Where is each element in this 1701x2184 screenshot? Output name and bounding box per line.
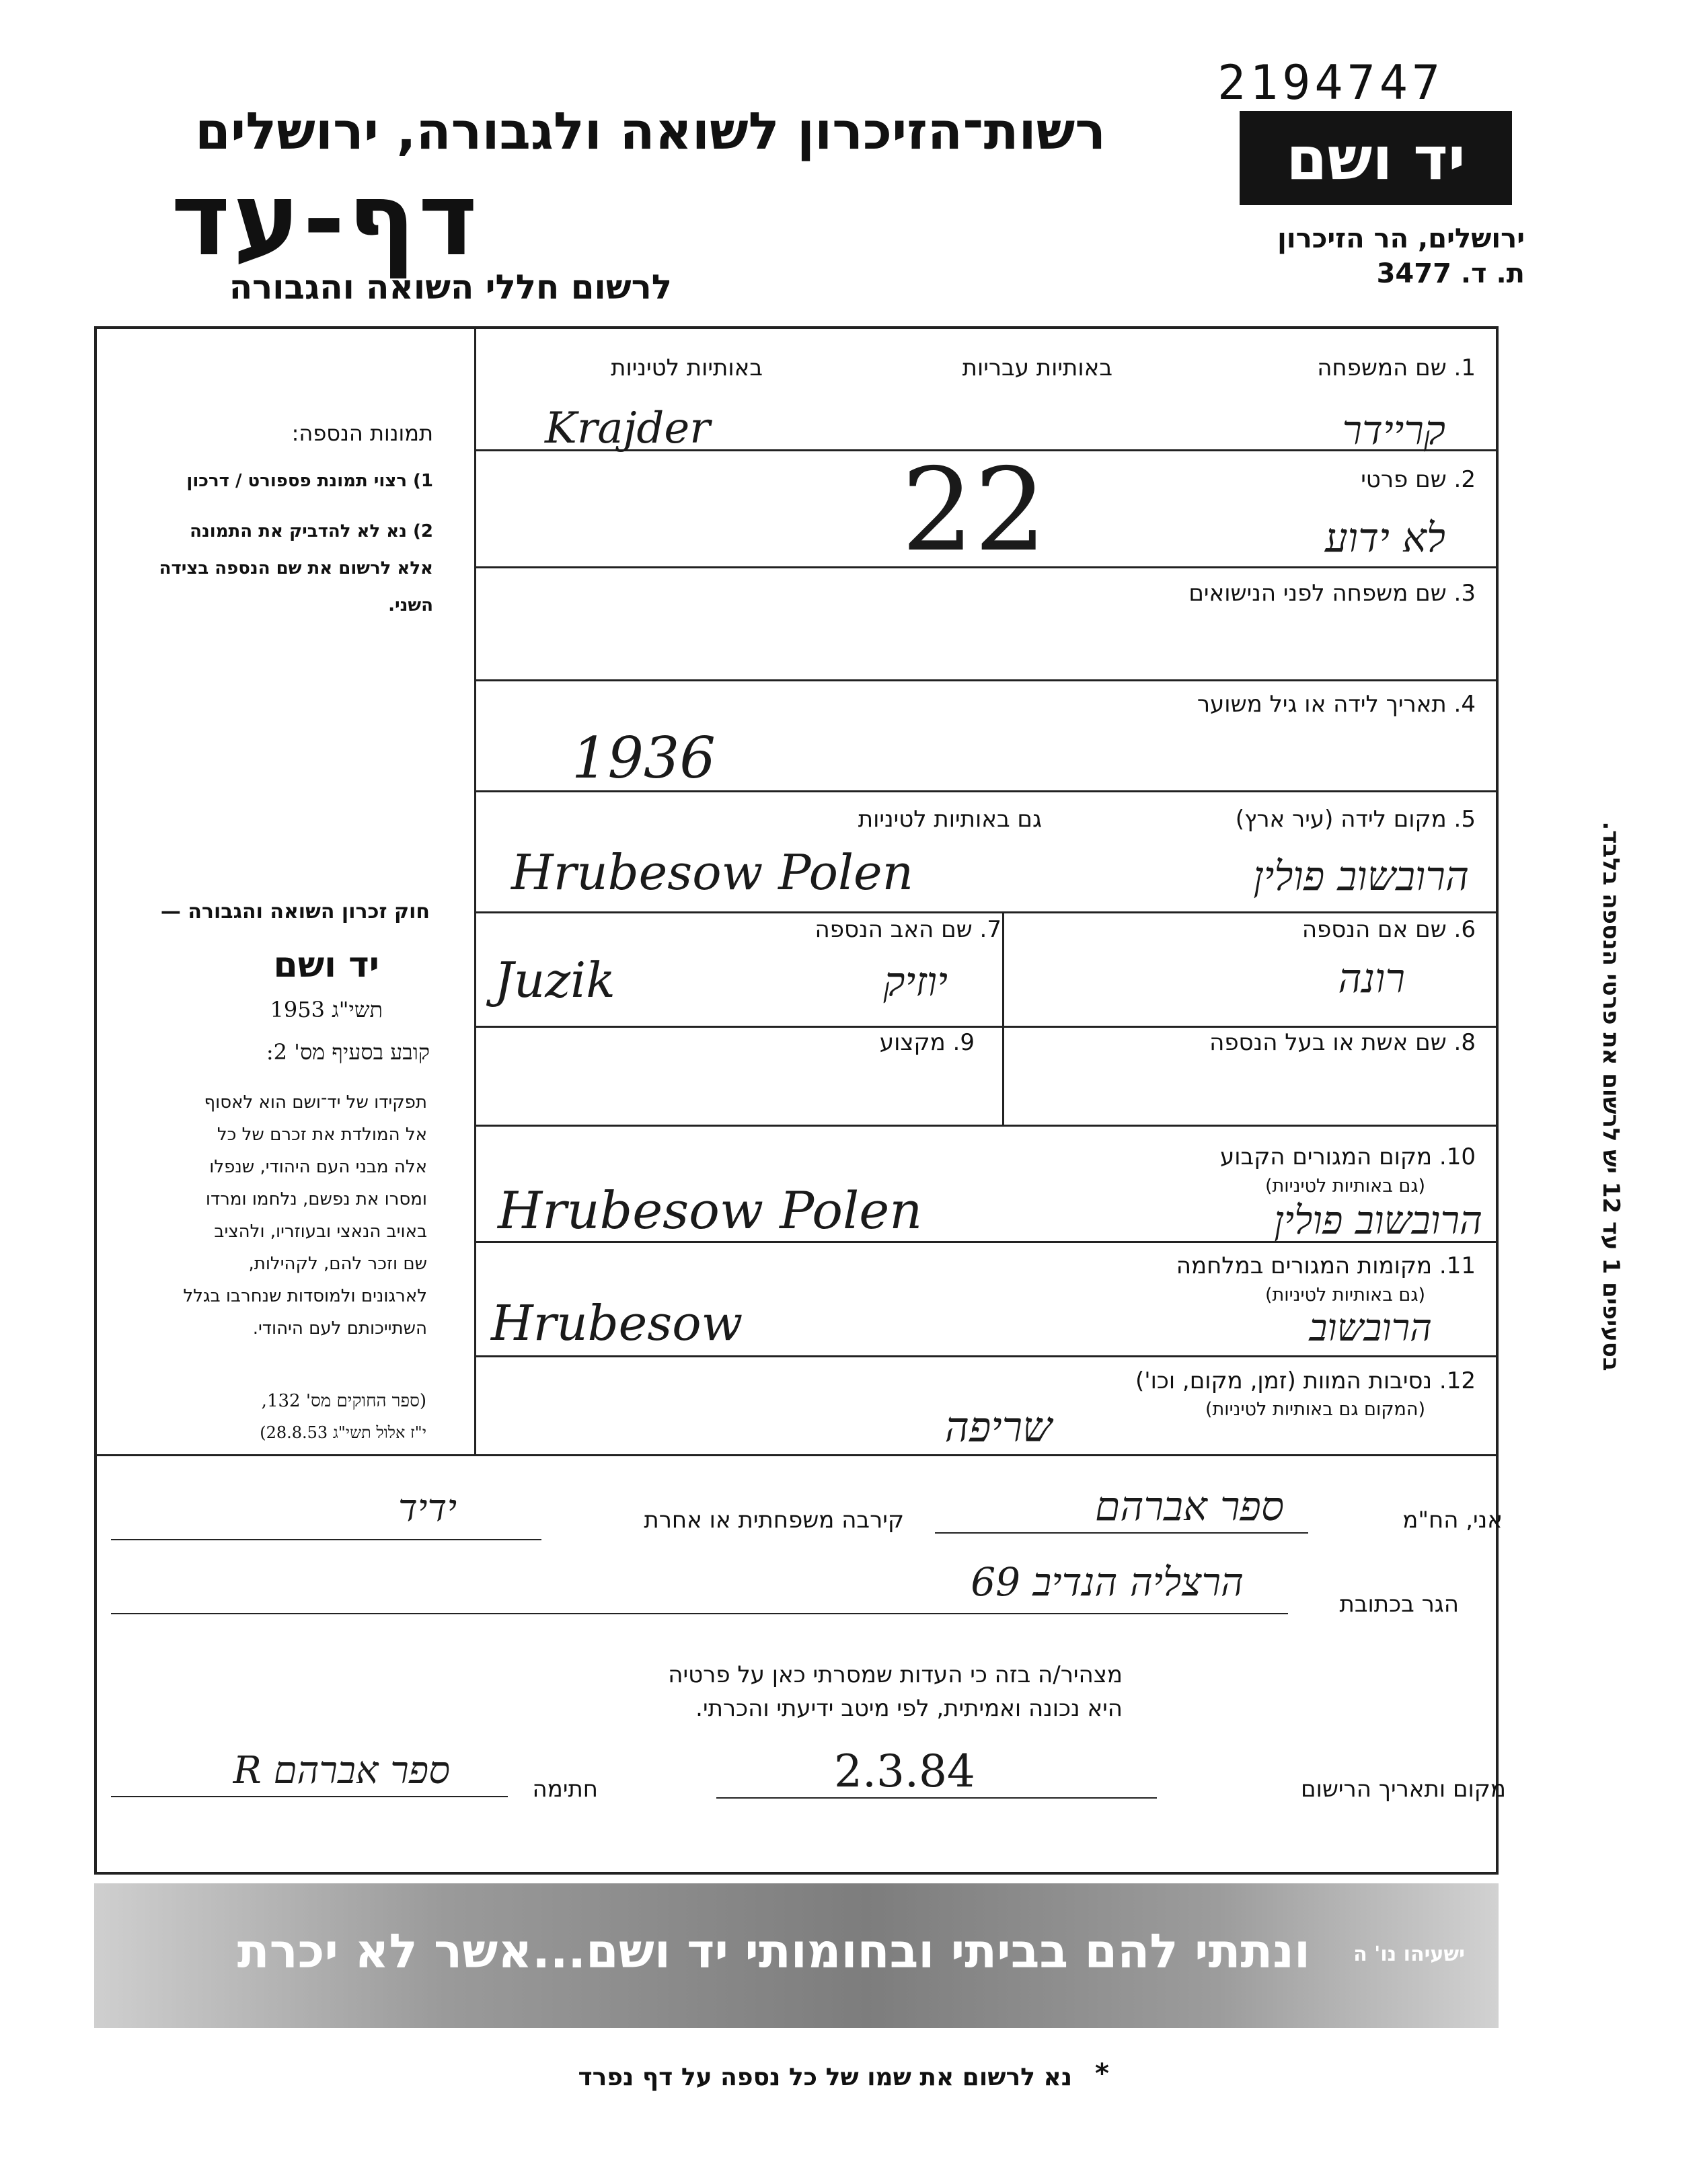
declarant-value: ספר אברהם: [1094, 1483, 1284, 1530]
mother-name-label: 6. שם אם הנספה: [1301, 916, 1476, 943]
law-text-line: לארגונים ולמוסדות שנחרבו בגלל: [183, 1286, 427, 1306]
photo-instruction-2-line-2: אלא לרשום את שם הנספה בצידה: [159, 558, 433, 578]
rule-3: [474, 679, 1497, 681]
signature-value: R ספר אברהם: [233, 1749, 450, 1793]
place-date-line: [716, 1797, 1157, 1799]
law-text-line: אלה מבני העם היהודי, שנפלו: [209, 1157, 427, 1177]
law-title: חוק זכרון השואה והגבורה —: [160, 900, 430, 924]
photo-title: תמונות הנספה:: [291, 420, 433, 446]
handwritten-mark: 22: [901, 444, 1047, 577]
banner-quote: ונתתי להם בביתי ובחומותי יד ושם...אשר לא יכרת: [237, 1924, 1310, 1979]
father-name-latin: Juzik: [494, 952, 615, 1008]
permanent-residence-note: (גם באותיות לטיניות): [1264, 1176, 1425, 1197]
declarant-label: אני, הח"מ: [1402, 1507, 1503, 1534]
address-line-2: ת. ד. 3477: [1376, 258, 1525, 289]
permanent-residence-latin: Hrubesow Polen: [498, 1180, 923, 1240]
address-label: הגר בכתובת: [1339, 1591, 1459, 1618]
authority-name: רשות־הזיכרון לשואה ולגבורה, ירושלים: [195, 101, 1106, 161]
yad-vashem-logo: [1240, 111, 1512, 205]
photo-instruction-2-line-1: 2) נא לא להדביק את התמונה: [190, 521, 433, 541]
logo-text: יד ושם: [1286, 123, 1466, 193]
birth-place-hebrew: הרובשוב פולין: [1253, 853, 1469, 900]
law-text-line: באויב הנאצי ובעוזריו, ולהציב: [214, 1221, 427, 1242]
mid-divider: [1002, 911, 1004, 1127]
wartime-residence-latin: Hrubesow: [491, 1295, 743, 1351]
permanent-residence-label: 10. מקום המגורים הקבוע: [1219, 1143, 1476, 1170]
sidebar-divider: [474, 326, 476, 1456]
address-line: [111, 1613, 1288, 1614]
law-clause: קובע בסעיף מס' 2:: [266, 1039, 430, 1065]
rule-7: [474, 1125, 1497, 1127]
law-text-line: תפקידו של יד־ושם הוא לאסוף: [204, 1092, 427, 1113]
law-text-line: השתייכותם לעם היהודי.: [252, 1318, 427, 1339]
photo-instruction-1: 1) רצוי תמונת פספורט / דרכון: [186, 471, 433, 491]
father-name-hebrew: יוזיק: [883, 958, 948, 1006]
signature-line: [111, 1796, 508, 1797]
address-line-1: ירושלים, הר הזיכרון: [1277, 223, 1525, 254]
right-margin-note: בסעיפים 1 עד 12 יש לרשום את פרטי הנספה בלבד.: [1597, 821, 1624, 1371]
law-year: תשי"ג 1953: [270, 997, 383, 1022]
mother-name-value: רונה: [1338, 955, 1405, 1002]
law-date: י"ז אלול תשי"ג 28.8.53): [260, 1423, 426, 1442]
birth-place-latin: Hrubesow Polen: [511, 844, 913, 901]
death-circumstances-label: 12. נסיבות המוות (זמן, מקום, וכו'): [1135, 1367, 1476, 1394]
photo-instruction-2-line-3: השני.: [388, 595, 433, 615]
signature-label: חתימה: [532, 1776, 598, 1803]
wartime-residence-label: 11. מקומות המגורים במלחמה: [1176, 1252, 1476, 1279]
banner-source: ישעיהו נו' ה: [1353, 1943, 1465, 1966]
family-name-label: 1. שם המשפחה: [1317, 354, 1476, 381]
statement-line-1: מצהיר/ה בזה כי העדות שמסרתי כאן על פרטיה: [668, 1661, 1123, 1688]
place-date-value: 2.3.84: [834, 1745, 975, 1797]
rule-5: [474, 911, 1497, 913]
first-name-value: לא ידוע: [1324, 515, 1445, 562]
footer-asterisk: *: [1095, 2058, 1109, 2089]
maiden-name-label: 3. שם משפחה לפני הנישואים: [1188, 580, 1476, 607]
law-source: (ספר החוקים מס' 132,: [261, 1391, 426, 1411]
spouse-name-label: 8. שם אשת או בעל הנספה: [1209, 1029, 1476, 1056]
law-text-line: ומסרו את נפשם, נלחמו ומרדו: [205, 1189, 427, 1209]
birth-place-latin-header: גם באותיות לטיניות: [858, 806, 1042, 833]
first-name-label: 2. שם פרטי: [1361, 466, 1476, 493]
death-circumstances-value: שריפה: [944, 1402, 1052, 1452]
profession-label: 9. מקצוע: [879, 1029, 975, 1056]
place-date-label: מקום ותאריך הרישום: [1301, 1776, 1506, 1803]
relation-value: ידיד: [398, 1486, 457, 1530]
father-name-label: 7. שם האב הנספה: [815, 916, 1001, 943]
wartime-residence-hebrew: הרובשוב: [1309, 1306, 1432, 1350]
law-text-line: שם וזכר להם, לקהילות,: [248, 1254, 427, 1274]
statement-line-2: היא נכונה ואמיתית, לפי מיטב ידיעתי והכרתי.: [695, 1695, 1123, 1722]
family-name-latin: Krajder: [545, 404, 710, 453]
birth-date-label: 4. תאריך לידה או גיל משוער: [1197, 691, 1476, 718]
law-text-line: אל המולדת את זכרם של כל: [217, 1125, 427, 1145]
col-hebrew-header: באותיות עבריות: [962, 354, 1112, 381]
address-value: הרצליה הנדיב 69: [971, 1559, 1244, 1605]
family-name-hebrew: קריידר: [1342, 407, 1445, 454]
wartime-residence-note: (גם באותיות לטיניות): [1264, 1285, 1425, 1306]
rule-10: [94, 1454, 1499, 1456]
footer-note: נא לרשום את שמו של כל נספה על דף נפרד: [578, 2064, 1072, 2091]
relation-line: [111, 1539, 541, 1540]
law-text: [121, 1086, 427, 1345]
form-subtitle: לרשום חללי השואה והגבורה: [229, 268, 672, 307]
death-circumstances-note: (המקום גם באותיות לטיניות): [1205, 1399, 1425, 1420]
col-latin-header: באותיות לטיניות: [611, 354, 763, 381]
declarant-line: [935, 1532, 1308, 1534]
relation-label: קירבה משפחתית או אחרת: [644, 1507, 904, 1534]
quote-banner: [94, 1883, 1499, 2028]
record-number: 2194747: [1217, 55, 1445, 110]
form-title: דף-עד: [171, 161, 480, 278]
law-name: יד ושם: [273, 945, 379, 985]
birth-place-label: 5. מקום לידה (עיר ארץ): [1235, 806, 1476, 833]
permanent-residence-hebrew: הרובשוב פולין: [1274, 1197, 1482, 1243]
rule-6: [474, 1026, 1497, 1028]
rule-9: [474, 1355, 1497, 1357]
birth-date-value: 1936: [572, 725, 716, 791]
